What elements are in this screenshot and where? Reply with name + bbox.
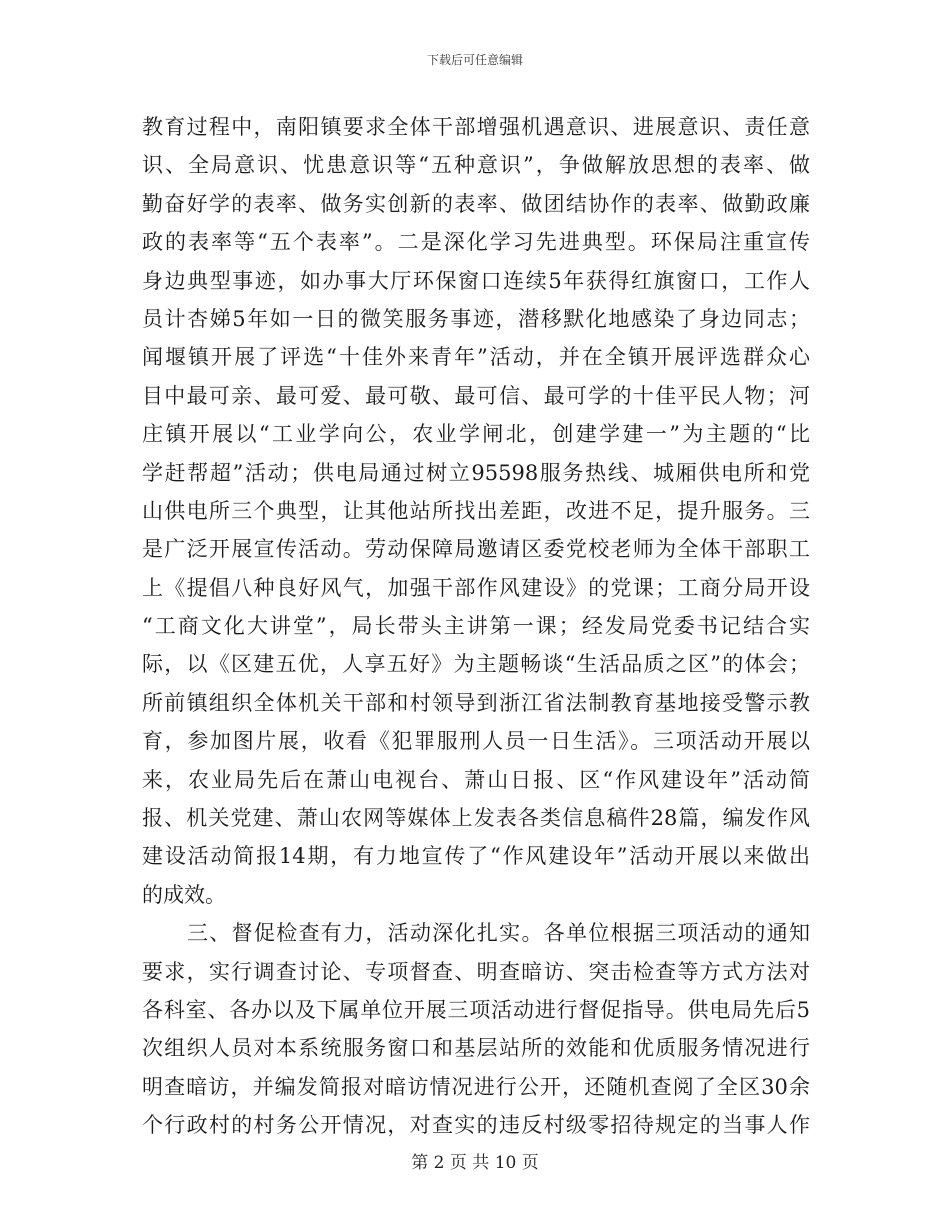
body-line: 个行政村的村务公开情况，对查实的违反村级零招待规定的当事人作	[142, 1113, 810, 1138]
body-line: 是广泛开展宣传活动。劳动保障局邀请区委党校老师为全体干部职工	[142, 537, 810, 562]
body-line: 教育过程中，南阳镇要求全体干部增强机遇意识、进展意识、责任意	[142, 115, 810, 139]
body-line: 山供电所三个典型，让其他站所找出差距，改进不足，提升服务。三	[142, 498, 810, 523]
body-line: 明查暗访，并编发简报对暗访情况进行公开，还随机查阅了全区30余	[142, 1074, 810, 1099]
body-line: 员计杏娣5年如一日的微笑服务事迹，潜移默化地感染了身边同志；	[142, 306, 810, 331]
body-line: 育，参加图片展，收看《犯罪服刑人员一日生活》。三项活动开展以	[142, 729, 810, 754]
page-number-footer: 第 2 页 共 10 页	[411, 1153, 539, 1173]
body-line: 际，以《区建五优，人享五好》为主题畅谈“生活品质之区”的体会；	[142, 652, 810, 677]
body-line: 庄镇开展以“工业学向公，农业学闸北，创建学建一”为主题的“比	[142, 422, 810, 447]
body-line: 目中最可亲、最可爱、最可敬、最可信、最可学的十佳平民人物；河	[142, 383, 810, 408]
body-line: 政的表率等“五个表率”。二是深化学习先进典型。环保局注重宣传	[142, 230, 810, 255]
document-body	[142, 108, 810, 1145]
body-line: 次组织人员对本系统服务窗口和基层站所的效能和优质服务情况进行	[142, 1036, 810, 1061]
body-line: 建设活动简报14期，有力地宣传了“作风建设年”活动开展以来做出	[142, 844, 810, 869]
body-line: 来，农业局先后在萧山电视台、萧山日报、区“作风建设年”活动简	[142, 767, 810, 792]
body-line: 各科室、各办以及下属单位开展三项活动进行督促指导。供电局先后5	[142, 997, 810, 1022]
paragraph-start-line: 三、督促检查有力，活动深化扎实。各单位根据三项活动的通知	[187, 921, 810, 946]
body-line: 闻堰镇开展了评选“十佳外来青年”活动，并在全镇开展评选群众心	[142, 345, 810, 370]
body-line: 报、机关党建、萧山农网等媒体上发表各类信息稿件28篇，编发作风	[142, 806, 810, 831]
body-line: 勤奋好学的表率、做务实创新的表率、做团结协作的表率、做勤政廉	[142, 191, 810, 216]
body-line: 所前镇组织全体机关干部和村领导到浙江省法制教育基地接受警示教	[142, 690, 810, 715]
body-line: 上《提倡八种良好风气，加强干部作风建设》的党课；工商分局开设	[142, 575, 810, 600]
paragraph-end-line: 的成效。	[142, 882, 226, 907]
body-line: 识、全局意识、忧患意识等“五种意识”，争做解放思想的表率、做	[142, 153, 810, 178]
body-line: “工商文化大讲堂”，局长带头主讲第一课；经发局党委书记结合实	[142, 614, 810, 639]
body-line: 要求，实行调查讨论、专项督查、明查暗访、突击检查等方式方法对	[142, 959, 810, 984]
body-line: 身边典型事迹，如办事大厅环保窗口连续5年获得红旗窗口，工作人	[142, 268, 810, 293]
page-header: 下载后可任意编辑	[426, 53, 523, 67]
body-line: 学赶帮超”活动；供电局通过树立95598服务热线、城厢供电所和党	[142, 460, 810, 485]
